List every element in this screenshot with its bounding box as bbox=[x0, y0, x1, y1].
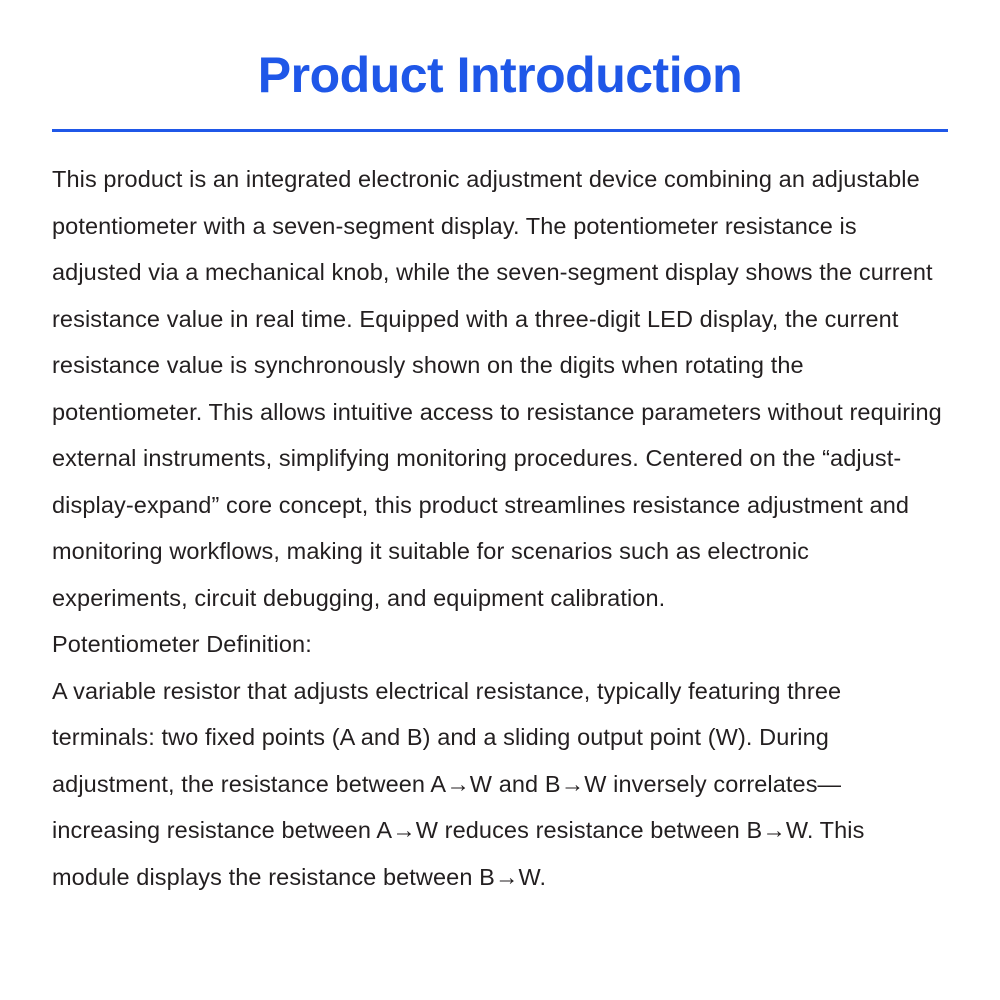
title-divider bbox=[52, 129, 948, 132]
page-title: Product Introduction bbox=[257, 47, 743, 103]
paragraph-potentiometer-definition: A variable resistor that adjusts electrical resistance, typically featuring three terminals: two fixed points (A and B) and a sliding output point (W). During adjustment, the resistance between A→W and B→W inversely correlates—increasing resistance between A→W reduces resistance between B→W. This module displays the resistance between B→W. bbox=[52, 677, 865, 890]
document-body bbox=[52, 156, 948, 900]
paragraph-overview: This product is an integrated electronic adjustment device combining an adjustable potentiometer with a seven-segment display. The potentiometer resistance is adjusted via a mechanical knob, while the seven-segment display shows the current resistance value in real time. Equipped with a three-digit LED display, the current resistance value is synchronously shown on the digits when rotating the potentiometer. This allows intuitive access to resistance parameters without requiring external instruments, simplifying monitoring procedures. Centered on the “adjust-display-expand” core concept, this product streamlines resistance adjustment and monitoring workflows, making it suitable for scenarios such as electronic experiments, circuit debugging, and equipment calibration. bbox=[52, 166, 942, 611]
paragraph-potentiometer-heading: Potentiometer Definition: bbox=[52, 631, 312, 657]
